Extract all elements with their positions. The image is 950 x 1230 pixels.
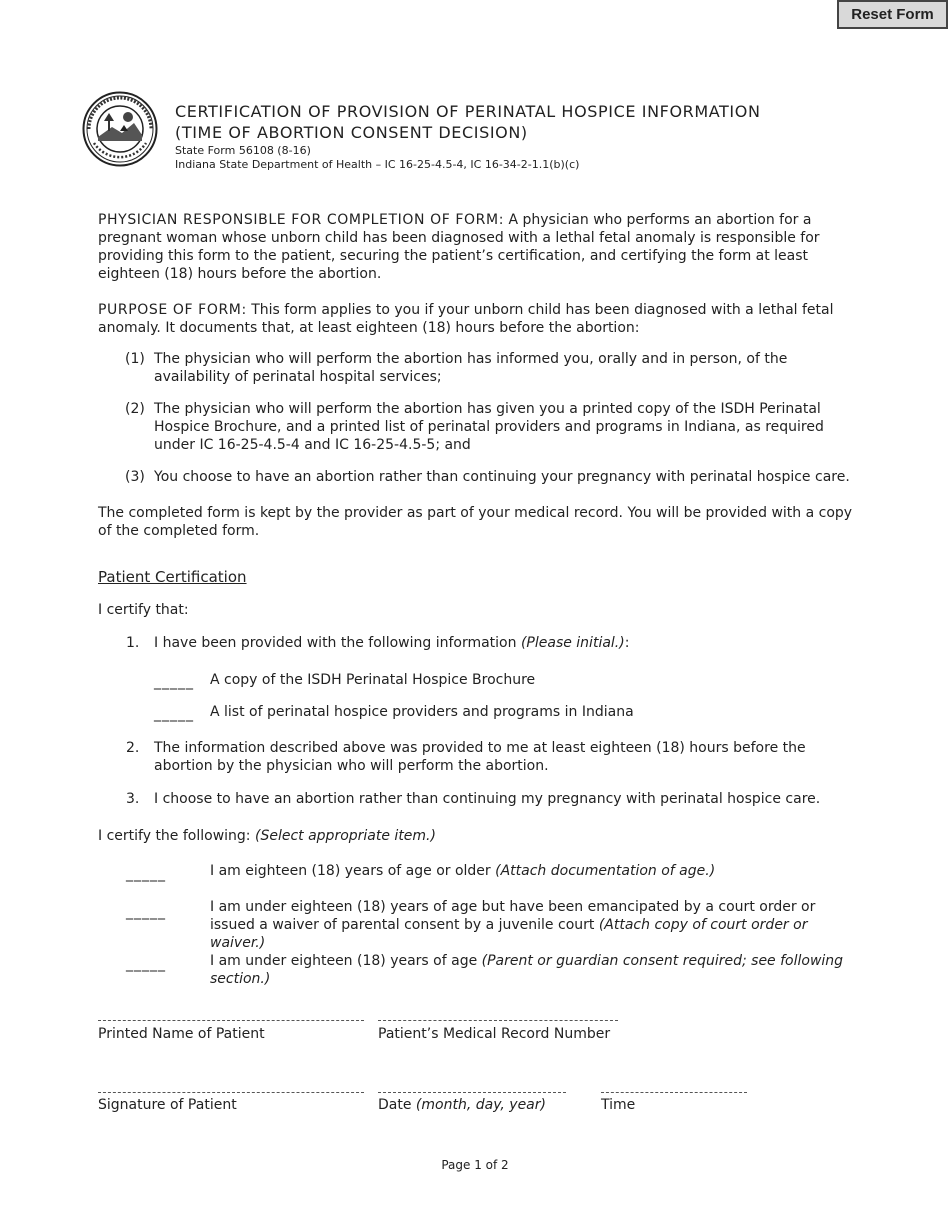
printed-name-line[interactable] [98,1020,364,1021]
age-option-blank-minor[interactable]: _____ [126,956,166,972]
age-option-adult: I am eighteen (18) years of age or older (Attach documentation of age.) [210,863,716,879]
signature-label: Signature of Patient [98,1097,237,1113]
purpose-item-number: (1) [125,351,145,367]
purpose-paragraph: PURPOSE OF FORM: This form applies to you if your unborn child has been diagnosed with a lethal fetal anomaly. It documents that, at least eighteen (18) hours before the abortion: [98,302,834,336]
age-option-blank-emancipated[interactable]: _____ [126,904,166,920]
medical-record-line[interactable] [378,1020,618,1021]
purpose-item: The physician who will perform the abortion has informed you, orally and in person, of the availability of perinatal hospital services; [154,351,788,385]
cert-item-1: I have been provided with the following information (Please initial.): [154,635,630,651]
age-option-emancipated: I am under eighteen (18) years of age but have been emancipated by a court order or issued a waiver of parental consent by a juvenile court (Attach copy of court order or waiver.) [210,899,816,951]
physician-paragraph: PHYSICIAN RESPONSIBLE FOR COMPLETION OF FORM: A physician who performs an abortion for a pregnant woman whose unborn child has been diagnosed with a lethal fetal anomaly is responsible for providing this form to the patient, securing the patient’s certification, and certifying the form at least eighteen (18) hours before the abortion. [98,212,820,282]
age-option-minor: I am under eighteen (18) years of age (Parent or guardian consent required; see following section.) [210,953,844,987]
reset-form-button[interactable]: Reset Form [837,0,948,29]
medical-record-label: Patient’s Medical Record Number [378,1026,611,1042]
printed-name-label: Printed Name of Patient [98,1026,265,1042]
cert-item-number: 3. [126,791,140,807]
purpose-item: The physician who will perform the abortion has given you a printed copy of the ISDH Perinatal Hospice Brochure, and a printed list of perinatal providers and programs in Indiana, as required under IC 16-25-4.5-4 and IC 16-25-4.5-5; and [154,401,824,453]
cert-item-3: I choose to have an abortion rather than continuing my pregnancy with perinatal hospice care. [154,791,821,807]
time-line[interactable] [601,1092,747,1093]
cert-item-number: 1. [126,635,140,651]
certify-intro: I certify that: [98,602,189,618]
initial-label-brochure: A copy of the ISDH Perinatal Hospice Brochure [210,672,536,688]
form-title: CERTIFICATION OF PROVISION OF PERINATAL HOSPICE INFORMATION (TIME OF ABORTION CONSENT DECISION) [175,102,761,142]
initial-blank-providers[interactable]: _____ [154,706,194,722]
age-certify-intro: I certify the following: (Select appropriate item.) [98,828,436,844]
agency-citation: Indiana State Department of Health – IC 16-25-4.5-4, IC 16-34-2-1.1(b)(c) [175,158,580,171]
date-line[interactable] [378,1092,566,1093]
form-number: State Form 56108 (8-16) [175,144,311,157]
purpose-item-number: (2) [125,401,145,417]
initial-blank-brochure[interactable]: _____ [154,674,194,690]
page-number: Page 1 of 2 [441,1158,509,1172]
medical-record-note: The completed form is kept by the provider as part of your medical record. You will be provided with a copy of the completed form. [98,505,853,539]
age-option-blank-adult[interactable]: _____ [126,866,166,882]
purpose-item: You choose to have an abortion rather than continuing your pregnancy with perinatal hospice care. [154,469,850,485]
time-label: Time [601,1097,636,1113]
cert-item-2: The information described above was provided to me at least eighteen (18) hours before the abortion by the physician who will perform the abortion. [154,740,806,774]
date-label: Date (month, day, year) [378,1097,546,1113]
cert-item-number: 2. [126,740,140,756]
indiana-state-seal [82,91,158,167]
purpose-item-number: (3) [125,469,145,485]
signature-line[interactable] [98,1092,364,1093]
patient-certification-heading: Patient Certification [98,568,247,586]
initial-label-providers: A list of perinatal hospice providers and programs in Indiana [210,704,634,720]
